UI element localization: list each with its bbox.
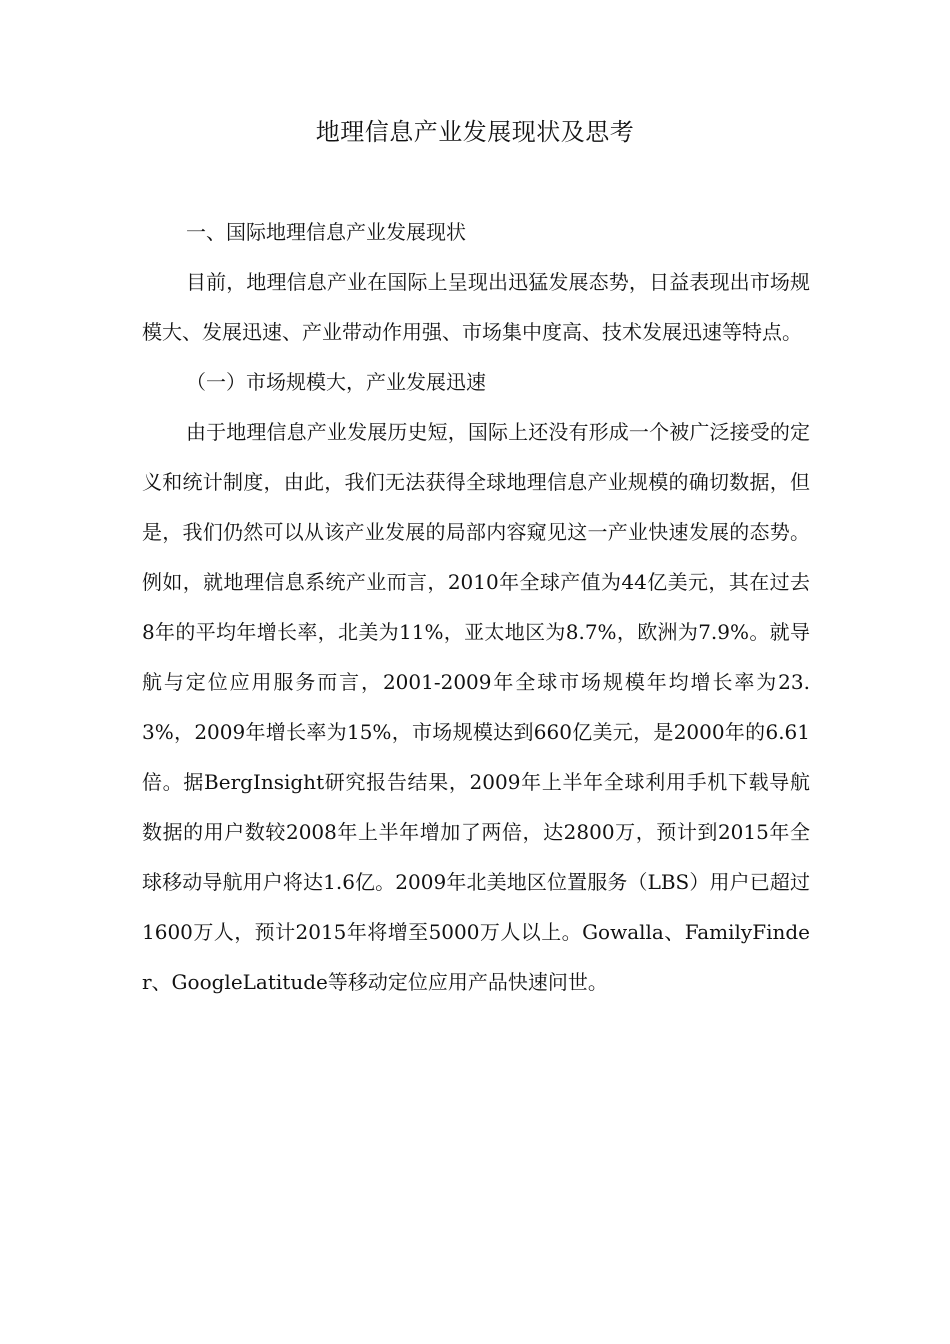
intro-paragraph: 目前，地理信息产业在国际上呈现出迅猛发展态势，日益表现出市场规模大、发展迅速、产业带动作用强、市场集中度高、技术发展迅速等特点。 [142, 270, 810, 344]
body-paragraph: 由于地理信息产业发展历史短，国际上还没有形成一个被广泛接受的定义和统计制度，由此，我们无法获得全球地理信息产业规模的确切数据，但是，我们仍然可以从该产业发展的局部内容窥见这一产业快速发展的态势。例如，就地理信息系统产业而言，2010年全球产值为44亿美元，其在过去8年的平均年增长率，北美为11%，亚太地区为8.7%，欧洲为7.9%。就导航与定位应用服务而言，2001-2009年全球市场规模年均增长率为23.3%，2009年增长率为15%，市场规模达到660亿美元，是2000年的6.61倍。据BergInsight研究报告结果，2009年上半年全球利用手机下载导航数据的用户数较2008年上半年增加了两倍，达2800万，预计到2015年全球移动导航用户将达1.6亿。2009年北美地区位置服务（LBS）用户已超过1600万人，预计2015年将增至5000万人以上。Gowalla、FamilyFinder、GoogleLatitude等移动定位应用产品快速问世。 [142, 420, 810, 994]
subsection-heading: （一）市场规模大，产业发展迅速 [186, 370, 486, 394]
document-title: 地理信息产业发展现状及思考 [315, 118, 635, 146]
section-heading: 一、国际地理信息产业发展现状 [186, 220, 466, 244]
document-body [142, 207, 810, 1007]
